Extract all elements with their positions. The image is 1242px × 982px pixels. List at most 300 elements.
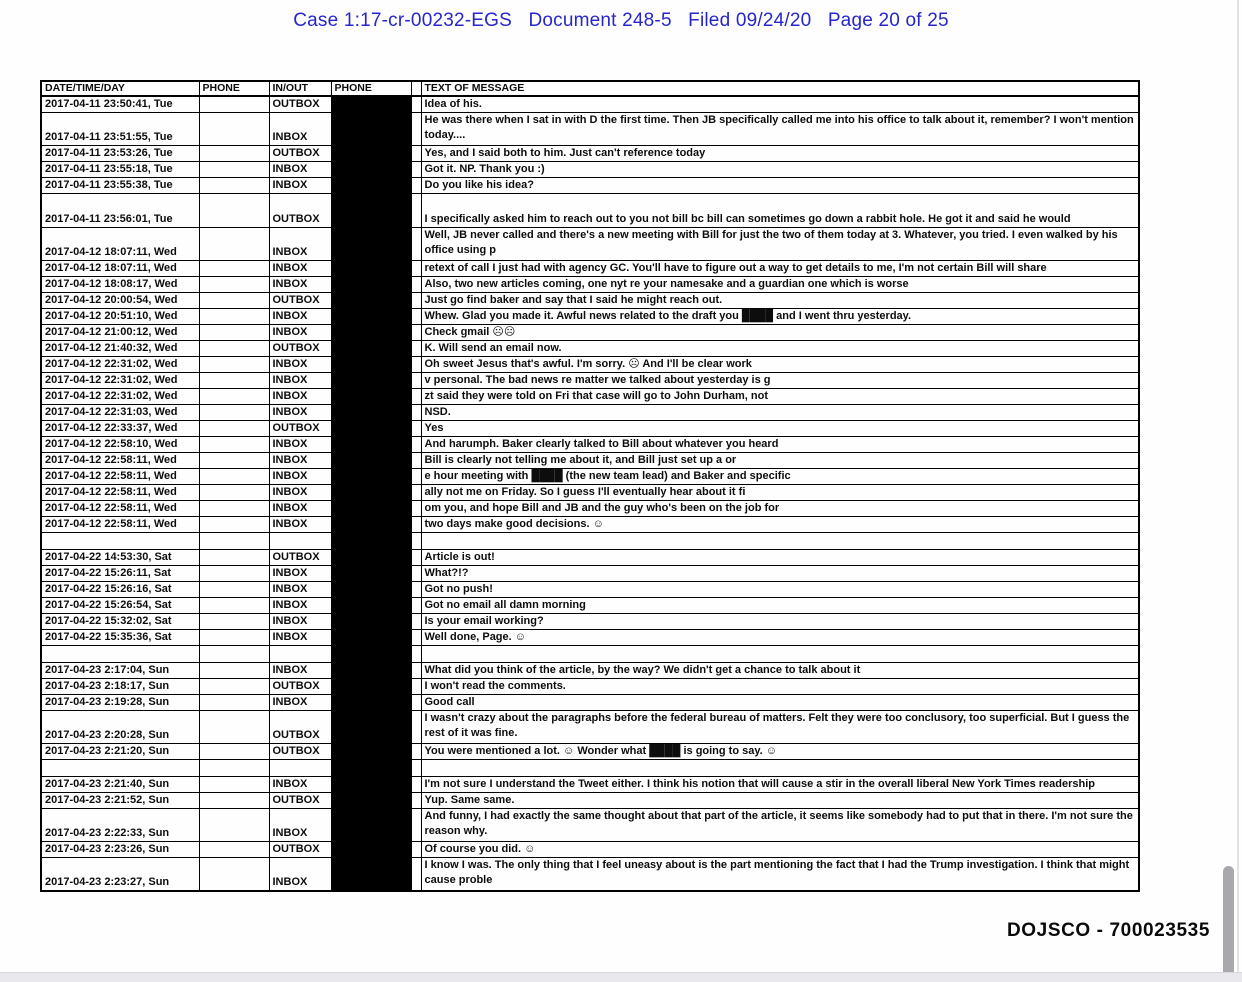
gap-cell [411,695,421,711]
direction-cell: INBOX [269,373,331,389]
phone-cell [199,113,269,146]
date-cell: 2017-04-12 18:07:11, Wed [41,261,199,277]
phone-cell [199,309,269,325]
phone-cell [199,357,269,373]
gap-cell [411,711,421,744]
date-cell [41,533,199,550]
direction-cell: INBOX [269,113,331,146]
phone-cell [199,793,269,809]
gap-cell [411,373,421,389]
phone-cell [199,469,269,485]
message-cell [421,760,1139,777]
gap-cell [411,277,421,293]
direction-cell: INBOX [269,453,331,469]
gap-cell [411,293,421,309]
direction-cell: INBOX [269,517,331,533]
message-cell: And harumph. Baker clearly talked to Bill about whatever you heard [421,437,1139,453]
direction-cell: OUTBOX [269,194,331,228]
phone-cell [199,760,269,777]
direction-cell: INBOX [269,405,331,421]
redacted-phone-cell [331,373,411,389]
gap-cell [411,357,421,373]
gap-cell [411,809,421,842]
phone-cell [199,744,269,760]
message-cell: I wasn't crazy about the paragraphs before the federal bureau of matters. Felt they were too conclusory, too superficial. But I guess the rest of it was fine. [421,711,1139,744]
redacted-phone-cell [331,517,411,533]
message-cell: Well done, Page. ☺ [421,630,1139,646]
redacted-phone-cell [331,113,411,146]
direction-cell [269,760,331,777]
direction-cell: INBOX [269,598,331,614]
table-row [41,293,1139,309]
gap-cell [411,96,421,113]
date-cell: 2017-04-23 2:19:28, Sun [41,695,199,711]
table-row [41,598,1139,614]
direction-cell [269,646,331,663]
table-row [41,194,1139,228]
redacted-phone-cell [331,582,411,598]
phone-cell [199,146,269,162]
date-cell: 2017-04-11 23:55:18, Tue [41,162,199,178]
redacted-phone-cell [331,261,411,277]
direction-cell: INBOX [269,357,331,373]
date-cell [41,760,199,777]
date-cell: 2017-04-23 2:23:27, Sun [41,858,199,891]
redacted-phone-cell [331,711,411,744]
table-row [41,711,1139,744]
message-cell: Good call [421,695,1139,711]
date-cell: 2017-04-22 15:26:16, Sat [41,582,199,598]
date-cell: 2017-04-11 23:56:01, Tue [41,194,199,228]
date-cell: 2017-04-12 22:31:03, Wed [41,405,199,421]
redacted-phone-cell [331,228,411,261]
spacer-row [41,533,1139,550]
redacted-phone-cell [331,341,411,357]
redacted-phone-cell [331,405,411,421]
message-cell: I specifically asked him to reach out to you not bill bc bill can sometimes go down a rabbit hole. He got it and said he would [421,194,1139,228]
redacted-phone-cell [331,614,411,630]
table-row [41,809,1139,842]
table-row [41,113,1139,146]
date-cell: 2017-04-12 18:08:17, Wed [41,277,199,293]
message-cell: e hour meeting with ████ (the new team lead) and Baker and specific [421,469,1139,485]
message-cell: Got no push! [421,582,1139,598]
table-row [41,146,1139,162]
phone-cell [199,162,269,178]
direction-cell: INBOX [269,389,331,405]
gap-cell [411,858,421,891]
redacted-phone-cell [331,96,411,113]
direction-cell: OUTBOX [269,711,331,744]
redacted-phone-cell [331,146,411,162]
table-row [41,228,1139,261]
table-row [41,614,1139,630]
message-cell [421,646,1139,663]
gap-cell [411,341,421,357]
phone-cell [199,293,269,309]
gap-cell [411,421,421,437]
table-row [41,469,1139,485]
phone-cell [199,421,269,437]
table-row [41,96,1139,113]
date-cell: 2017-04-11 23:51:55, Tue [41,113,199,146]
direction-cell: OUTBOX [269,550,331,566]
message-cell: Yup. Same same. [421,793,1139,809]
redacted-phone-cell [331,437,411,453]
redacted-phone-cell [331,389,411,405]
message-cell: om you, and hope Bill and JB and the guy who's been on the job for [421,501,1139,517]
redacted-phone-cell [331,501,411,517]
message-cell: retext of call I just had with agency GC. You'll have to figure out a way to get details to me, I'm not certain Bill will share [421,261,1139,277]
date-cell: 2017-04-23 2:21:20, Sun [41,744,199,760]
phone-cell [199,96,269,113]
message-cell: Is your email working? [421,614,1139,630]
direction-cell: INBOX [269,309,331,325]
message-cell: ally not me on Friday. So I guess I'll eventually hear about it fi [421,485,1139,501]
bates-number: DOJSCO - 700023535 [1006,920,1210,941]
message-cell: He was there when I sat in with D the first time. Then JB specifically called me into his office to talk about it, remember? I won't mention today.... [421,113,1139,146]
redacted-phone-cell [331,453,411,469]
message-cell: Just go find baker and say that I said he might reach out. [421,293,1139,309]
table-row [41,277,1139,293]
scrollbar-thumb[interactable] [1223,866,1234,982]
gap-cell [411,228,421,261]
direction-cell: INBOX [269,485,331,501]
phone-cell [199,598,269,614]
message-cell: Idea of his. [421,96,1139,113]
gap-cell [411,566,421,582]
message-cell: Well, JB never called and there's a new meeting with Bill for just the two of them today at 3. Whatever, you tried. I even walked by his office using p [421,228,1139,261]
date-cell: 2017-04-11 23:55:38, Tue [41,178,199,194]
phone-cell [199,614,269,630]
date-cell: 2017-04-12 22:58:11, Wed [41,517,199,533]
date-cell: 2017-04-12 21:40:32, Wed [41,341,199,357]
gap-cell [411,598,421,614]
message-cell: NSD. [421,405,1139,421]
gap-cell [411,389,421,405]
phone-cell [199,501,269,517]
table-row [41,777,1139,793]
column-header: PHONE [331,81,411,96]
direction-cell: INBOX [269,469,331,485]
spacer-row [41,646,1139,663]
message-cell: two days make good decisions. ☺ [421,517,1139,533]
message-cell: zt said they were told on Fri that case will go to John Durham, not [421,389,1139,405]
table-row [41,453,1139,469]
gap-cell [411,646,421,663]
table-row [41,325,1139,341]
date-cell: 2017-04-22 15:26:11, Sat [41,566,199,582]
message-cell: Of course you did. ☺ [421,842,1139,858]
direction-cell: OUTBOX [269,421,331,437]
gap-cell [411,679,421,695]
redacted-phone-cell [331,550,411,566]
direction-cell: OUTBOX [269,146,331,162]
redacted-phone-cell [331,858,411,891]
date-cell: 2017-04-22 15:32:02, Sat [41,614,199,630]
redacted-phone-cell [331,309,411,325]
gap-cell [411,533,421,550]
phone-cell [199,373,269,389]
message-cell: Oh sweet Jesus that's awful. I'm sorry. ☹ And I'll be clear work [421,357,1139,373]
redacted-phone-cell [331,194,411,228]
direction-cell: OUTBOX [269,679,331,695]
redacted-phone-cell [331,325,411,341]
gap-cell [411,146,421,162]
direction-cell: OUTBOX [269,293,331,309]
redacted-phone-cell [331,421,411,437]
redacted-phone-cell [331,777,411,793]
gap-cell [411,501,421,517]
table-row [41,485,1139,501]
viewer-bottom-edge [0,972,1242,982]
gap-cell [411,842,421,858]
phone-cell [199,566,269,582]
table-row [41,550,1139,566]
phone-cell [199,695,269,711]
direction-cell: OUTBOX [269,96,331,113]
table-row [41,679,1139,695]
table-row [41,858,1139,891]
redacted-phone-cell [331,485,411,501]
gap-cell [411,663,421,679]
direction-cell: INBOX [269,178,331,194]
message-cell: Also, two new articles coming, one nyt re your namesake and a guardian one which is worse [421,277,1139,293]
direction-cell: INBOX [269,614,331,630]
redacted-phone-cell [331,663,411,679]
date-cell: 2017-04-22 15:26:54, Sat [41,598,199,614]
date-cell: 2017-04-23 2:20:28, Sun [41,711,199,744]
gap-cell [411,550,421,566]
direction-cell: INBOX [269,777,331,793]
redacted-phone-cell [331,809,411,842]
date-cell [41,646,199,663]
direction-cell: INBOX [269,325,331,341]
direction-cell: INBOX [269,630,331,646]
direction-cell: INBOX [269,695,331,711]
date-cell: 2017-04-12 22:31:02, Wed [41,357,199,373]
table-row [41,357,1139,373]
phone-cell [199,485,269,501]
redacted-phone-cell [331,277,411,293]
phone-cell [199,453,269,469]
phone-cell [199,842,269,858]
message-cell: I'm not sure I understand the Tweet either. I think his notion that will cause a stir in the overall liberal New York Times readership [421,777,1139,793]
table-row [41,517,1139,533]
redacted-phone-cell [331,842,411,858]
gap-cell [411,744,421,760]
table-row [41,630,1139,646]
gap-cell [411,582,421,598]
phone-cell [199,277,269,293]
date-cell: 2017-04-12 22:33:37, Wed [41,421,199,437]
phone-cell [199,405,269,421]
date-cell: 2017-04-22 15:35:36, Sat [41,630,199,646]
table-row [41,566,1139,582]
phone-cell [199,228,269,261]
gap-cell [411,437,421,453]
redacted-phone-cell [331,744,411,760]
date-cell: 2017-04-23 2:23:26, Sun [41,842,199,858]
gap-cell [411,760,421,777]
date-cell: 2017-04-12 22:58:11, Wed [41,469,199,485]
message-cell: Yes [421,421,1139,437]
phone-cell [199,437,269,453]
message-cell: Whew. Glad you made it. Awful news related to the draft you ████ and I went thru yesterday. [421,309,1139,325]
direction-cell: INBOX [269,501,331,517]
message-cell: You were mentioned a lot. ☺ Wonder what ████ is going to say. ☺ [421,744,1139,760]
column-header: IN/OUT [269,81,331,96]
redacted-phone-cell [331,178,411,194]
gap-cell [411,261,421,277]
message-cell: K. Will send an email now. [421,341,1139,357]
spacer-row [41,760,1139,777]
date-cell: 2017-04-22 14:53:30, Sat [41,550,199,566]
column-header: TEXT OF MESSAGE [421,81,1139,96]
gap-cell [411,453,421,469]
phone-cell [199,517,269,533]
date-cell: 2017-04-12 22:58:11, Wed [41,501,199,517]
redacted-phone-cell [331,533,411,550]
date-cell: 2017-04-11 23:53:26, Tue [41,146,199,162]
gap-cell [411,469,421,485]
direction-cell: OUTBOX [269,793,331,809]
column-header: DATE/TIME/DAY [41,81,199,96]
date-cell: 2017-04-12 22:58:10, Wed [41,437,199,453]
redacted-phone-cell [331,646,411,663]
redacted-phone-cell [331,162,411,178]
gap-cell [411,614,421,630]
phone-cell [199,325,269,341]
date-cell: 2017-04-12 21:00:12, Wed [41,325,199,341]
direction-cell: INBOX [269,858,331,891]
phone-cell [199,630,269,646]
direction-cell [269,533,331,550]
table-row [41,178,1139,194]
message-cell: Article is out! [421,550,1139,566]
phone-cell [199,194,269,228]
date-cell: 2017-04-12 20:51:10, Wed [41,309,199,325]
redacted-phone-cell [331,293,411,309]
date-cell: 2017-04-23 2:22:33, Sun [41,809,199,842]
redacted-phone-cell [331,695,411,711]
date-cell: 2017-04-23 2:18:17, Sun [41,679,199,695]
message-cell: Yes, and I said both to him. Just can't reference today [421,146,1139,162]
table-row [41,162,1139,178]
redacted-phone-cell [331,566,411,582]
message-cell [421,533,1139,550]
phone-cell [199,663,269,679]
case-caption: Case 1:17-cr-00232-EGS Document 248-5 Filed 09/24/20 Page 20 of 25 [293,10,949,31]
gap-cell [411,309,421,325]
gap-cell [411,793,421,809]
phone-cell [199,389,269,405]
table-body [41,96,1139,891]
date-cell: 2017-04-23 2:17:04, Sun [41,663,199,679]
table-row [41,261,1139,277]
scrollbar-track [1237,0,1239,982]
phone-cell [199,711,269,744]
direction-cell: INBOX [269,228,331,261]
date-cell: 2017-04-12 18:07:11, Wed [41,228,199,261]
gap-cell [411,630,421,646]
redacted-phone-cell [331,679,411,695]
direction-cell: INBOX [269,277,331,293]
column-header: PHONE [199,81,269,96]
phone-cell [199,582,269,598]
date-cell: 2017-04-23 2:21:40, Sun [41,777,199,793]
message-cell: What?!? [421,566,1139,582]
table-row [41,663,1139,679]
message-cell: What did you think of the article, by the way? We didn't get a chance to talk about it [421,663,1139,679]
phone-cell [199,679,269,695]
date-cell: 2017-04-12 22:58:11, Wed [41,453,199,469]
gap-cell [411,777,421,793]
table-row [41,582,1139,598]
table-row [41,389,1139,405]
table-row [41,421,1139,437]
table-row [41,842,1139,858]
phone-cell [199,858,269,891]
message-cell: Do you like his idea? [421,178,1139,194]
phone-cell [199,261,269,277]
table-row [41,501,1139,517]
date-cell: 2017-04-23 2:21:52, Sun [41,793,199,809]
redacted-phone-cell [331,793,411,809]
message-table [40,80,1140,892]
phone-cell [199,809,269,842]
table-row [41,373,1139,389]
direction-cell: INBOX [269,261,331,277]
message-cell: I won't read the comments. [421,679,1139,695]
gap-cell [411,517,421,533]
direction-cell: OUTBOX [269,842,331,858]
gap-cell [411,405,421,421]
phone-cell [199,646,269,663]
table-row [41,341,1139,357]
phone-cell [199,178,269,194]
redacted-phone-cell [331,357,411,373]
date-cell: 2017-04-12 22:31:02, Wed [41,389,199,405]
phone-cell [199,550,269,566]
message-cell: Got no email all damn morning [421,598,1139,614]
gap-column-header [411,81,421,96]
message-cell: Bill is clearly not telling me about it, and Bill just set up a or [421,453,1139,469]
message-cell: I know I was. The only thing that I feel uneasy about is the part mentioning the fact that I had the Trump investigation. I think that might cause proble [421,858,1139,891]
gap-cell [411,178,421,194]
gap-cell [411,113,421,146]
direction-cell: INBOX [269,566,331,582]
redacted-phone-cell [331,630,411,646]
gap-cell [411,485,421,501]
table-row [41,437,1139,453]
table-row [41,793,1139,809]
message-cell: v personal. The bad news re matter we talked about yesterday is g [421,373,1139,389]
table-header-row [41,81,1139,96]
direction-cell: INBOX [269,663,331,679]
date-cell: 2017-04-12 22:58:11, Wed [41,485,199,501]
table-row [41,695,1139,711]
gap-cell [411,162,421,178]
message-cell: Got it. NP. Thank you :) [421,162,1139,178]
gap-cell [411,194,421,228]
redacted-phone-cell [331,469,411,485]
direction-cell: INBOX [269,582,331,598]
date-cell: 2017-04-12 20:00:54, Wed [41,293,199,309]
direction-cell: INBOX [269,162,331,178]
table-row [41,309,1139,325]
date-cell: 2017-04-11 23:50:41, Tue [41,96,199,113]
